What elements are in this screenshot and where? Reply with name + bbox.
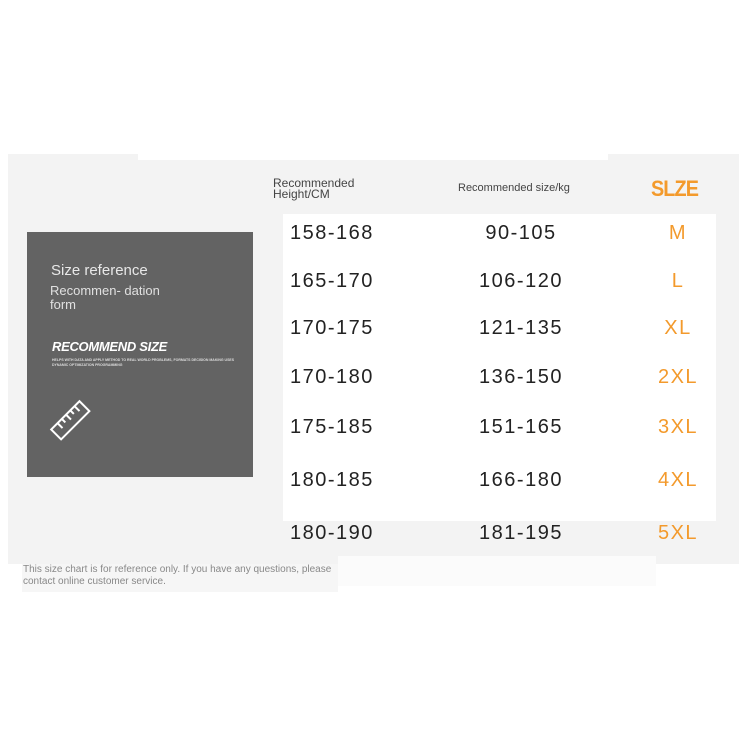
reference-note: This size chart is for reference only. If you have any questions, please contact online customer service. (23, 564, 332, 587)
weight-cell: 181-195 (479, 522, 563, 544)
weight-cell: 90-105 (485, 222, 557, 244)
table-row (0, 317, 750, 347)
header-height: Recommended Height/CM (273, 176, 355, 201)
table-row (0, 366, 750, 396)
weight-cell: 106-120 (479, 270, 563, 292)
table-row (0, 522, 750, 552)
weight-cell: 151-165 (479, 416, 563, 438)
table-row (0, 222, 750, 252)
height-cell: 165-170 (290, 270, 374, 292)
header-size: SLZE (651, 176, 699, 201)
card-subtitle: Recommen- dation form (50, 283, 160, 312)
table-row (0, 270, 750, 300)
size-cell: 2XL (657, 366, 699, 388)
height-cell: 170-175 (290, 317, 374, 339)
height-cell: 170-180 (290, 366, 374, 388)
height-cell: 180-185 (290, 469, 374, 491)
card-fine-print: HELPS WITH DATA AND APPLY METHOD TO REAL WORLD PROBLEMS, FORMATS DECISION MAKING USES DYNAMIC OPTIMIZATION PROGRAMMING (52, 358, 235, 367)
size-cell: 4XL (657, 469, 699, 491)
size-cell: XL (664, 317, 692, 339)
top-divider (138, 154, 608, 160)
size-cell: 5XL (657, 522, 699, 544)
weight-cell: 136-150 (479, 366, 563, 388)
size-cell: M (668, 222, 688, 244)
table-row (0, 416, 750, 446)
height-cell: 158-168 (290, 222, 374, 244)
recommend-size-label: RECOMMEND SIZE (52, 339, 167, 354)
size-cell: L (671, 270, 685, 292)
card-title: Size reference (51, 262, 148, 279)
height-cell: 180-190 (290, 522, 374, 544)
header-weight: Recommended size/kg (458, 182, 570, 194)
footer-strip-right (338, 556, 656, 586)
height-cell: 175-185 (290, 416, 374, 438)
size-cell: 3XL (657, 416, 699, 438)
weight-cell: 121-135 (479, 317, 563, 339)
weight-cell: 166-180 (479, 469, 563, 491)
table-row (0, 469, 750, 499)
